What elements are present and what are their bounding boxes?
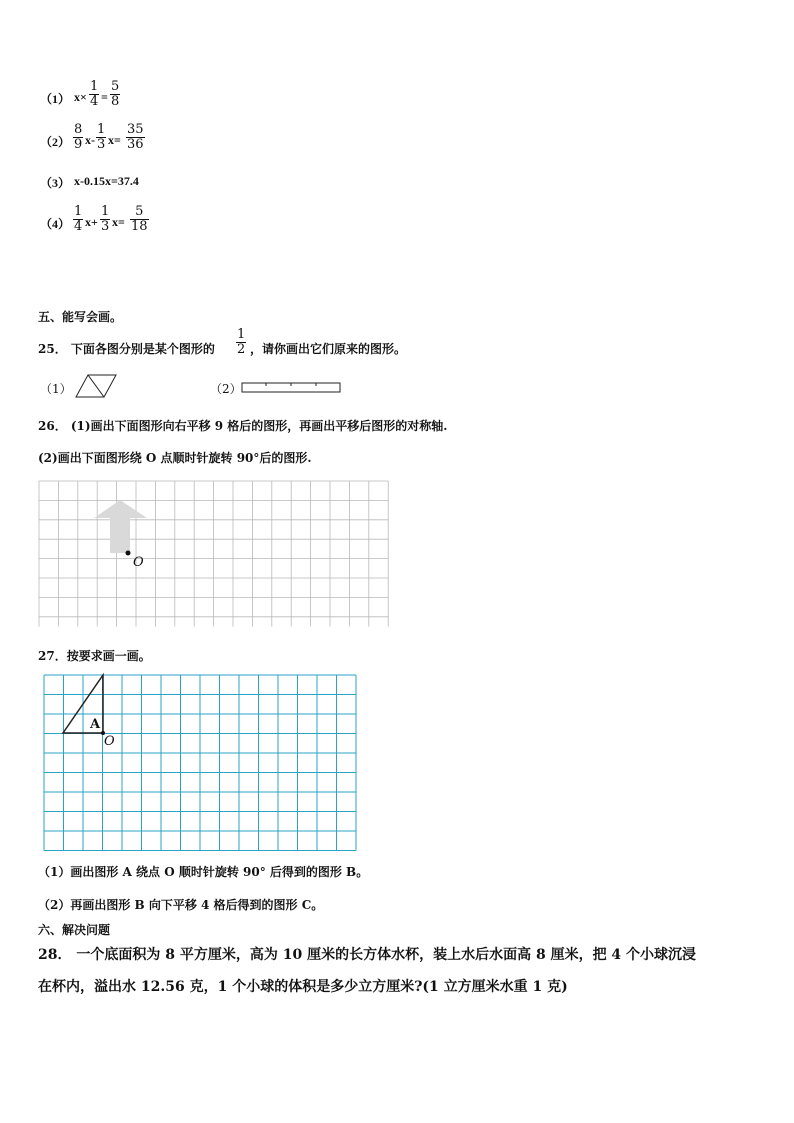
equation-text: x-0.15x=37.4	[74, 174, 139, 188]
fraction: $\frac{1}{2}$	[237, 327, 246, 357]
equation-text: x=	[112, 215, 125, 229]
equation-label: （4）	[40, 217, 71, 231]
question-sub: （1）画出图形 A 绕点 O 顺时针旋转 90° 后得到的图形 B。	[38, 865, 369, 879]
equation-label: （3）	[40, 176, 71, 190]
fraction: $\frac{8}{9}$	[74, 122, 83, 152]
equation-text: x=	[108, 133, 121, 147]
question-text: 27．按要求画一画。	[38, 649, 151, 663]
item-label: （1）	[40, 382, 72, 396]
equation-text: x+	[85, 215, 98, 229]
fraction: $\frac{1}{4}$	[74, 204, 83, 234]
fraction: $\frac{1}{4}$	[90, 79, 99, 109]
section-heading: 六、解决问题	[38, 923, 111, 937]
fraction: $\frac{35}{36}$	[127, 122, 144, 152]
point-label-o: O	[104, 734, 115, 749]
equals-sign: =	[101, 90, 108, 104]
question-text: ，请你画出它们原来的图形。	[250, 342, 407, 356]
equation-text: x×	[74, 90, 87, 104]
section-heading: 五、能写会画。	[38, 310, 123, 324]
question-text: 28． 一个底面积为 8 平方厘米，高为 10 厘米的长方体水杯，装上水后水面高 8 厘米，把 4 个小球沉浸	[38, 947, 697, 963]
question-text: (2)画出下面图形绕 O 点顺时针旋转 90°后的图形.	[38, 451, 312, 465]
point-label-o: O	[133, 555, 144, 570]
fraction: $\frac{1}{3}$	[101, 204, 110, 234]
equation-label: （1）	[40, 92, 71, 106]
question-text: 在杯内，溢出水 12.56 克，1 个小球的体积是多少立方厘米?(1 立方厘米水重 1 克)	[38, 979, 568, 995]
fraction: $\frac{1}{3}$	[97, 122, 106, 152]
grid-lines-27	[44, 675, 356, 851]
question-text: 25． 下面各图分别是某个图形的	[38, 342, 215, 356]
item-label: （2）	[210, 382, 242, 396]
question-sub: （2）再画出图形 B 向下平移 4 格后得到的图形 C。	[38, 898, 324, 912]
equation-label: （2）	[40, 135, 71, 149]
fraction: $\frac{5}{8}$	[111, 79, 120, 109]
question-text: 26． (1)画出下面图形向右平移 9 格后的图形，再画出平移后图形的对称轴.	[38, 419, 448, 433]
shape-label-a: A	[90, 717, 101, 732]
fraction: $\frac{5}{18}$	[131, 204, 148, 234]
equation-text: x-	[85, 133, 95, 147]
